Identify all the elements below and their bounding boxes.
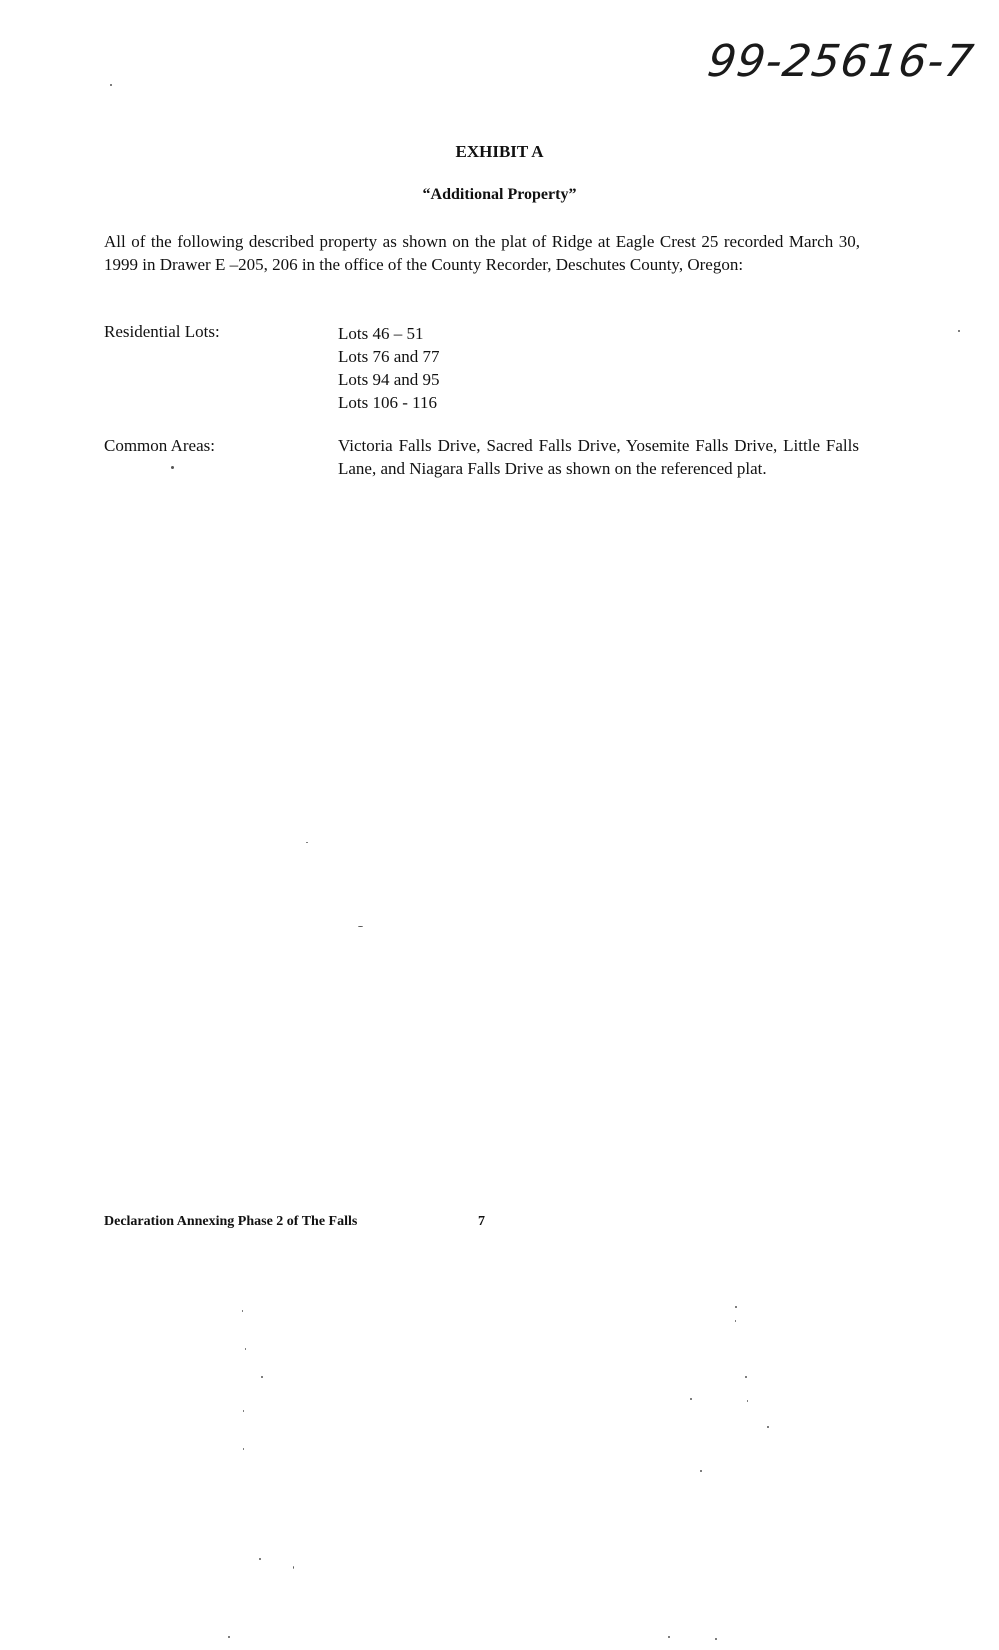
exhibit-title: EXHIBIT A bbox=[455, 142, 544, 161]
scan-speck bbox=[243, 1448, 244, 1450]
common-areas-description: Victoria Falls Drive, Sacred Falls Drive, Yosemite Falls Drive, Little Falls Lane, and Niagara Falls Drive as shown on the referenced plat. bbox=[338, 436, 859, 478]
scan-speck bbox=[245, 1348, 246, 1350]
scan-speck bbox=[110, 84, 112, 86]
scan-speck bbox=[293, 1566, 294, 1569]
handwritten-document-number: 99-25616-7 bbox=[704, 36, 978, 87]
scan-speck bbox=[745, 1376, 747, 1378]
list-item: Lots 46 – 51 bbox=[338, 324, 424, 343]
scan-speck bbox=[747, 1400, 748, 1402]
page-number: 7 bbox=[478, 1214, 485, 1229]
scan-speck bbox=[735, 1306, 737, 1308]
scan-speck bbox=[242, 1310, 243, 1312]
scan-speck bbox=[700, 1470, 702, 1472]
residential-lots-list bbox=[338, 322, 440, 414]
footer-title: Declaration Annexing Phase 2 of The Falls bbox=[104, 1214, 358, 1229]
list-item: Lots 76 and 77 bbox=[338, 347, 440, 366]
scan-speck bbox=[306, 842, 308, 843]
scan-speck bbox=[259, 1558, 261, 1560]
scan-speck bbox=[735, 1320, 736, 1322]
scan-speck bbox=[690, 1398, 692, 1400]
intro-paragraph: All of the following described property as shown on the plat of Ridge at Eagle Crest 25 recorded March 30, 1999 in Drawer E –205, 206 in the office of the County Recorder, Deschutes County, Oregon: bbox=[104, 232, 860, 274]
scan-speck bbox=[358, 926, 363, 927]
list-item: Lots 94 and 95 bbox=[338, 370, 440, 389]
scan-speck bbox=[261, 1376, 263, 1378]
scan-speck bbox=[668, 1636, 670, 1638]
scan-speck bbox=[958, 330, 960, 332]
common-areas-label: Common Areas: bbox=[104, 436, 215, 455]
residential-lots-label: Residential Lots: bbox=[104, 322, 220, 341]
scan-speck bbox=[715, 1638, 717, 1640]
scan-speck bbox=[243, 1410, 244, 1412]
scan-speck bbox=[228, 1636, 230, 1638]
list-item: Lots 106 - 116 bbox=[338, 393, 438, 412]
exhibit-subtitle: “Additional Property” bbox=[422, 186, 577, 203]
scan-speck bbox=[171, 466, 174, 469]
scan-speck bbox=[767, 1426, 769, 1428]
